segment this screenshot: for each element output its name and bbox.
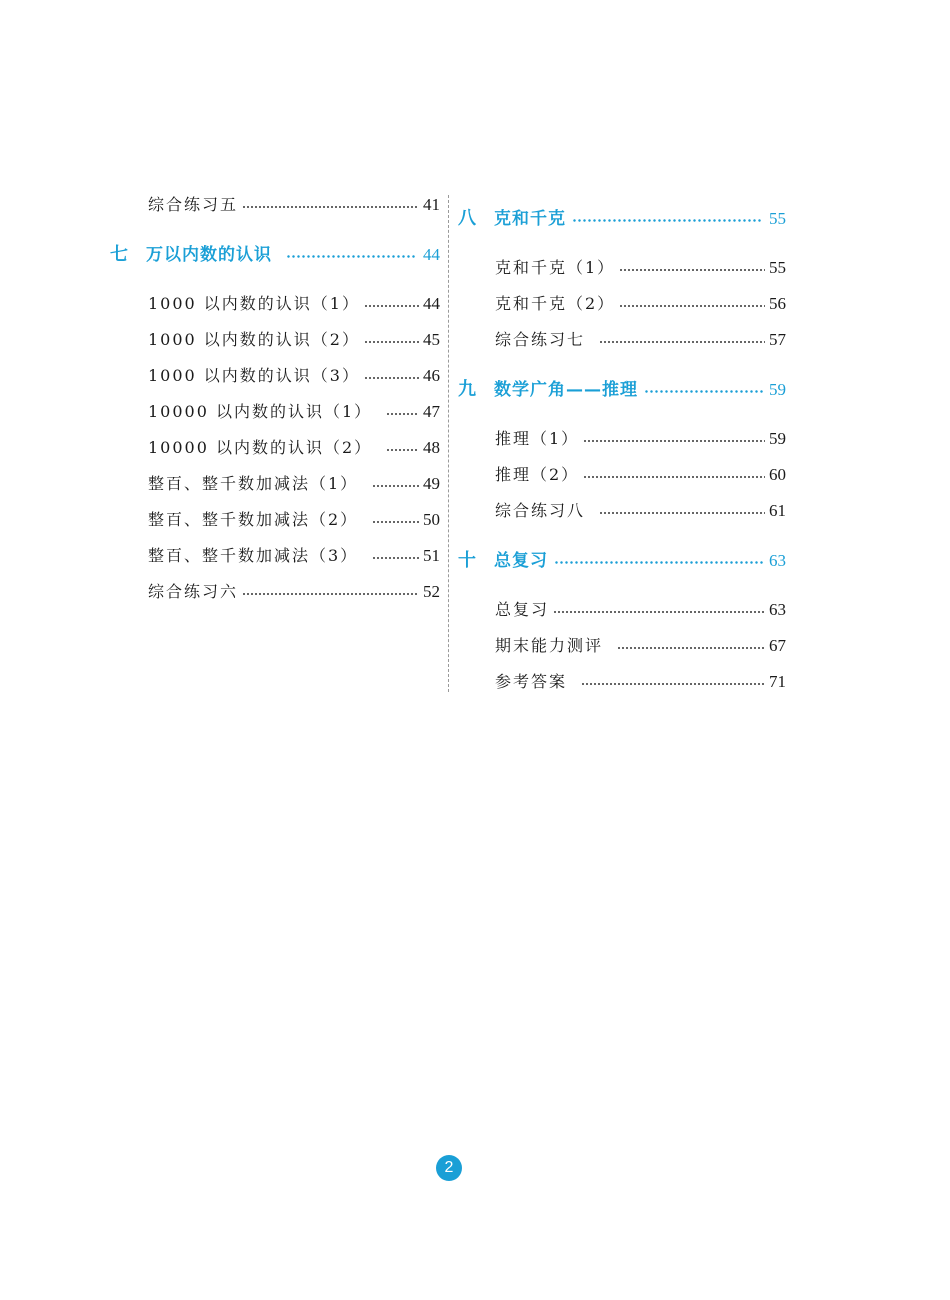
dot-leader [619, 269, 765, 271]
chapter-heading[interactable]: 十 总复习 63 [458, 550, 786, 571]
toc-entry[interactable]: 克和千克（2） 56 [495, 294, 786, 313]
dot-leader [372, 557, 419, 559]
toc-entry[interactable]: 克和千克（1） 55 [495, 258, 786, 277]
dot-leader [644, 390, 763, 393]
dot-leader [364, 377, 419, 379]
toc-entry[interactable]: 10000 以内数的认识（2） 48 [148, 438, 440, 457]
chapter-heading[interactable]: 七 万以内数的认识 44 [110, 244, 440, 265]
toc-entry[interactable]: 1000 以内数的认识（2） 45 [148, 330, 440, 349]
toc-entry[interactable]: 1000 以内数的认识（3） 46 [148, 366, 440, 385]
chapter-heading[interactable]: 九 数学广角——推理 59 [458, 379, 786, 400]
dot-leader [386, 413, 419, 415]
dot-leader [386, 449, 419, 451]
toc-entry[interactable]: 综合练习五 41 [148, 195, 440, 214]
toc-entry[interactable]: 推理（2） 60 [495, 465, 786, 484]
dot-leader [242, 593, 419, 595]
dot-leader [599, 341, 765, 343]
toc-entry[interactable]: 期末能力测评 67 [495, 636, 786, 655]
toc-entry[interactable]: 整百、整千数加减法（3） 51 [148, 546, 440, 565]
dot-leader [286, 255, 417, 258]
dot-leader [572, 219, 763, 222]
column-divider [448, 195, 449, 692]
toc-entry[interactable]: 整百、整千数加减法（1） 49 [148, 474, 440, 493]
toc-entry[interactable]: 总复习 63 [495, 600, 786, 619]
dot-leader [553, 611, 765, 613]
dot-leader [364, 341, 419, 343]
dot-leader [242, 206, 419, 208]
toc-entry[interactable]: 10000 以内数的认识（1） 47 [148, 402, 440, 421]
dot-leader [372, 485, 419, 487]
chapter-heading[interactable]: 八 克和千克 55 [458, 208, 786, 229]
dot-leader [554, 561, 763, 564]
toc-entry[interactable]: 综合练习七 57 [495, 330, 786, 349]
dot-leader [372, 521, 419, 523]
toc-entry[interactable]: 参考答案 71 [495, 672, 786, 691]
toc-entry[interactable]: 推理（1） 59 [495, 429, 786, 448]
dot-leader [617, 647, 765, 649]
dot-leader [364, 305, 419, 307]
toc-entry[interactable]: 综合练习八 61 [495, 501, 786, 520]
dot-leader [619, 305, 765, 307]
toc-entry[interactable]: 整百、整千数加减法（2） 50 [148, 510, 440, 529]
dot-leader [599, 512, 765, 514]
page-number-badge: 2 [436, 1155, 462, 1181]
dot-leader [583, 476, 765, 478]
toc-entry[interactable]: 1000 以内数的认识（1） 44 [148, 294, 440, 313]
dot-leader [581, 683, 765, 685]
toc-entry[interactable]: 综合练习六 52 [148, 582, 440, 601]
dot-leader [583, 440, 765, 442]
